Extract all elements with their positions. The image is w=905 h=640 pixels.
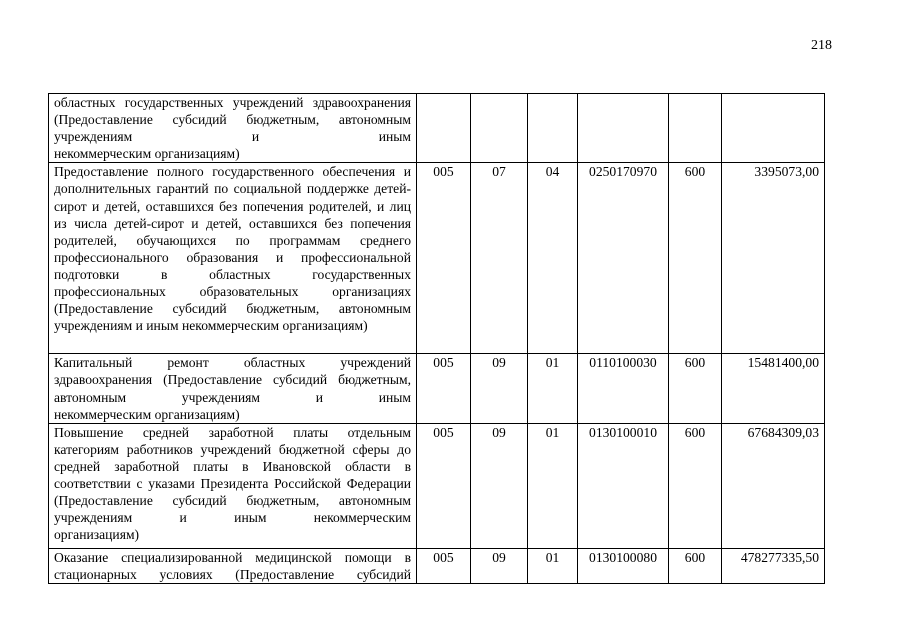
- ministry-code: 005: [417, 548, 471, 583]
- subsection-code: 01: [528, 423, 578, 548]
- table-row: [49, 94, 825, 163]
- description-line: детей-сирот и детей, оставшихся без попечения: [114, 215, 411, 231]
- target-article-code: 0250170970: [578, 163, 669, 354]
- amount: 67684309,03: [722, 423, 825, 548]
- description-line: Повышение средней заработной платы отдельным: [54, 424, 411, 440]
- description-line: Предоставление полного государственного: [54, 164, 314, 180]
- description-line: до средней заработной платы в Ивановской области в: [54, 441, 411, 474]
- target-article-code: 0110100030: [578, 354, 669, 423]
- subsection-code: 01: [528, 548, 578, 583]
- target-article-code: 0130100080: [578, 548, 669, 583]
- description-line: бюджетным, автономным учреждениям и иным: [54, 112, 412, 145]
- description-line: стационарных условиях (Предоставление субсидий: [54, 566, 411, 582]
- section-code: 09: [471, 423, 528, 548]
- description-line: Оказание специализированной медицинской помощи в: [54, 549, 411, 565]
- description-line: подготовки в областных государственных: [54, 266, 411, 282]
- ministry-code: 005: [417, 423, 471, 548]
- description-line: автономным учреждениям и иным некоммерческим: [54, 493, 411, 526]
- description-line: обеспечения и дополнительных гарантий по: [54, 164, 411, 197]
- description-line: Капитальный ремонт областных учреждений: [54, 355, 411, 371]
- description-line: профессионального образования и профессиональной: [54, 249, 411, 265]
- description-line: организациям): [54, 527, 140, 543]
- amount: 3395073,00: [722, 163, 825, 354]
- description-line: здравоохранения (Предоставление субсидий: [54, 372, 328, 388]
- description-line: оставшихся без попечения родителей, и лиц из числа: [54, 198, 412, 231]
- section-code: 07: [471, 163, 528, 354]
- description-line: областных государственных учреждений: [54, 95, 304, 110]
- subsection-code: 01: [528, 354, 578, 423]
- target-article-code: [578, 94, 669, 163]
- row-description: [49, 423, 417, 548]
- subsection-code: [528, 94, 578, 163]
- amount: [722, 94, 825, 163]
- description-line: (Предоставление субсидий бюджетным, автономным: [54, 301, 411, 317]
- ministry-code: 005: [417, 354, 471, 423]
- row-description: [49, 354, 417, 423]
- description-line: профессиональных образовательных организациях: [54, 284, 411, 300]
- page-number: 218: [811, 38, 832, 53]
- expense-type-code: 600: [669, 354, 722, 423]
- description-line: здравоохранения (Предоставление субсидий: [54, 95, 411, 128]
- row-description: [49, 94, 417, 163]
- description-line: учреждениям и иным некоммерческим организациям): [54, 318, 368, 334]
- row-description: [49, 548, 417, 583]
- description-line: бюджетным, автономным учреждениям и иным: [54, 372, 411, 405]
- expense-type-code: 600: [669, 423, 722, 548]
- ministry-code: [417, 94, 471, 163]
- section-code: 09: [471, 354, 528, 423]
- subsection-code: 04: [528, 163, 578, 354]
- description-line: категориям работников учреждений бюджетной сферы: [54, 441, 390, 457]
- budget-table: [48, 93, 825, 584]
- description-line: некоммерческим организациям): [54, 146, 240, 162]
- amount: 15481400,00: [722, 354, 825, 423]
- description-line: Федерации (Предоставление субсидий бюджетным,: [54, 476, 411, 509]
- row-description: [49, 163, 417, 354]
- expense-type-code: 600: [669, 163, 722, 354]
- ministry-code: 005: [417, 163, 471, 354]
- description-line: некоммерческим организациям): [54, 406, 240, 422]
- description-line: соответствии с указами Президента Российской: [54, 476, 342, 492]
- expense-type-code: 600: [669, 548, 722, 583]
- table-row: [49, 548, 825, 583]
- section-code: [471, 94, 528, 163]
- target-article-code: 0130100010: [578, 423, 669, 548]
- section-code: 09: [471, 548, 528, 583]
- table-row: [49, 423, 825, 548]
- amount: 478277335,50: [722, 548, 825, 583]
- table-row: [49, 163, 825, 354]
- table-row: [49, 354, 825, 423]
- expense-type-code: [669, 94, 722, 163]
- description-line: социальной поддержке детей-сирот и детей,: [54, 181, 411, 214]
- description-line: родителей, обучающихся по программам среднего: [54, 232, 411, 248]
